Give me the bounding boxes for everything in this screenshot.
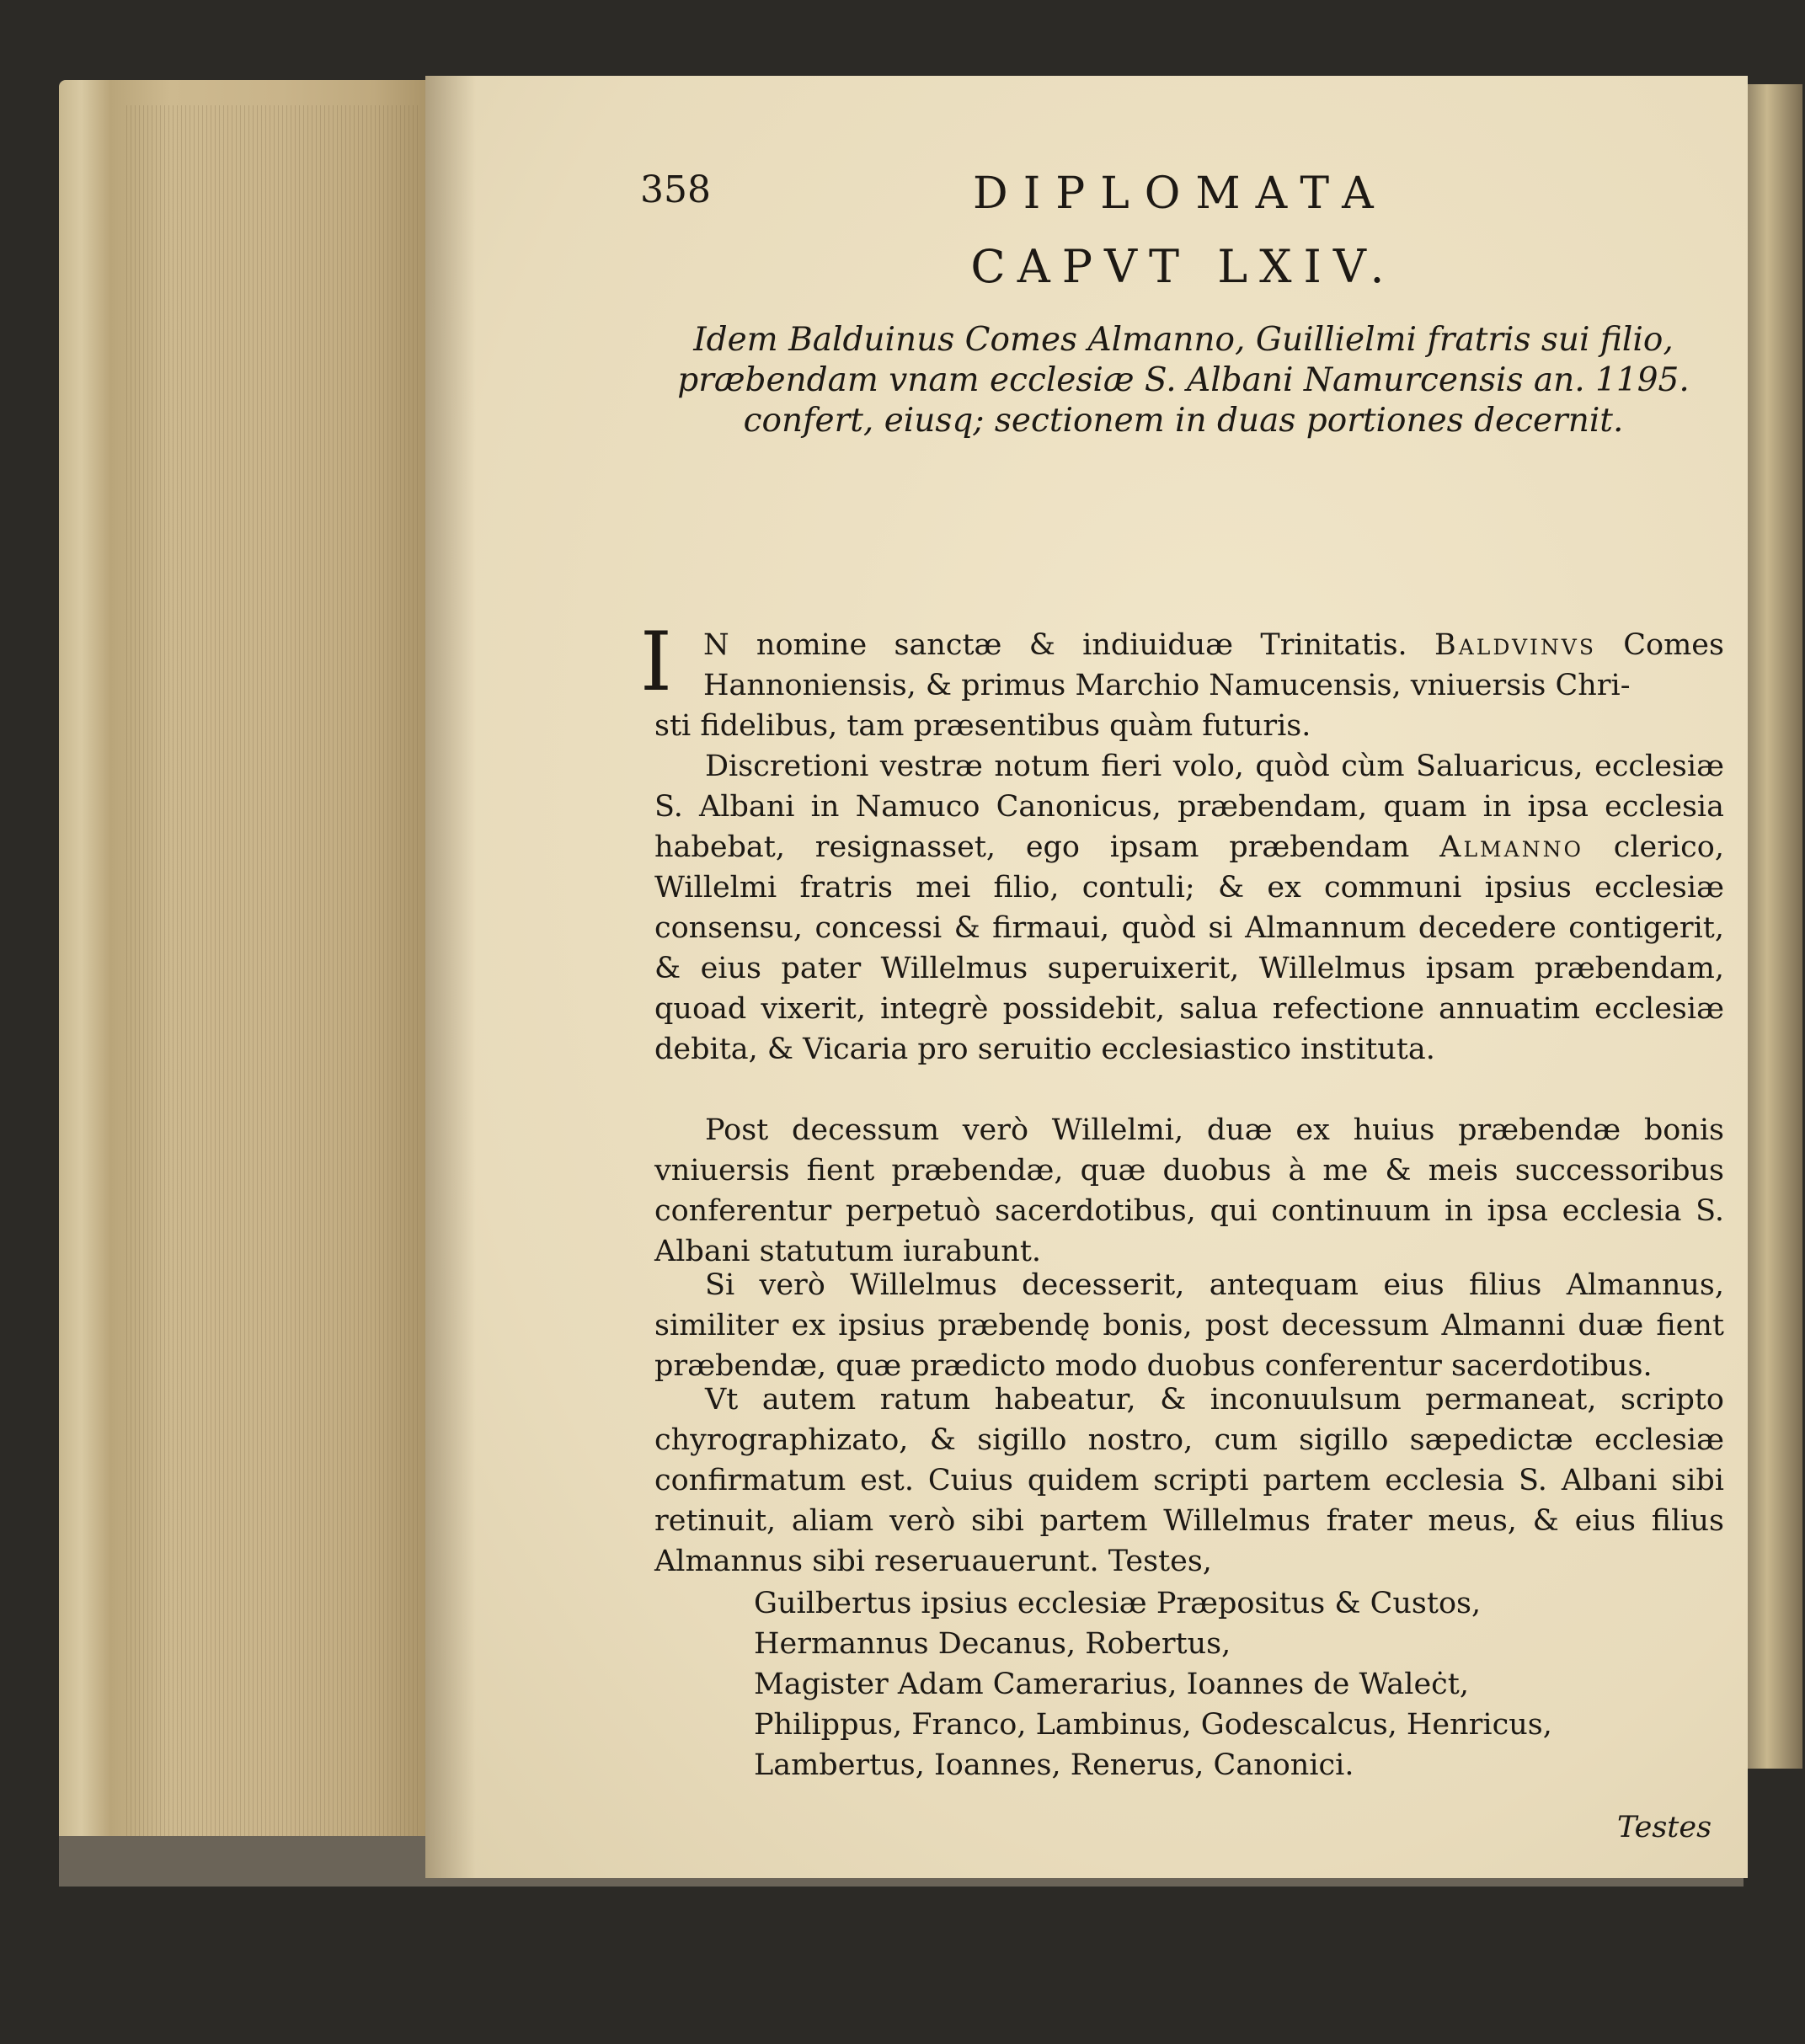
facing-page-edge xyxy=(1744,84,1802,1769)
witness-line: Hermannus Decanus, Robertus, xyxy=(754,1627,1231,1661)
name-almanno: Almanno xyxy=(1439,830,1583,864)
page-edge-lines xyxy=(126,105,421,1857)
paragraph-1-text-b: Comes Hannoniensis, & primus Marchio Namucensis, vniuersis Chri- xyxy=(703,628,1724,702)
paragraph-5: Vt autem ratum habeatur, & inconuulsum permaneat, scripto chyrographizato, & sigillo nostro, cum sigillo sæpedictæ ecclesiæ confirmatum est. Cuius quidem scripti partem ecclesia S. Albani sibi retinuit, aliam verò sibi partem Willelmus frater meus, & eius filius Almannus sibi reseruauerunt. Testes, xyxy=(654,1383,1724,1578)
paragraph-1-text-a: N nomine sanctæ & indiuiduæ Trinitatis. xyxy=(703,628,1407,662)
chapter-summary: Idem Balduinus Comes Almanno, Guillielmi fratris sui filio, præbendam vnam ecclesiæ S. Albani Namurcensis an. 1195. confert, eiusq; sectionem in duas portiones decernit. xyxy=(677,321,1690,440)
witness-line: Magister Adam Camerarius, Ioannes de Waleċt, xyxy=(754,1668,1469,1701)
page-number: 358 xyxy=(640,168,711,211)
book-page-edges xyxy=(59,80,430,1874)
gutter-shadow xyxy=(425,76,476,1878)
paragraph-4: Si verò Willelmus decesserit, antequam eius filius Almannus, similiter ex ipsius præbendę bonis, post decessum Almanni duæ fient præbendæ, quæ prædicto modo duobus conferentur sacerdotibus. xyxy=(654,1268,1724,1383)
witness-line: Lambertus, Ioannes, Renerus, Canonici. xyxy=(754,1748,1354,1782)
witness-list xyxy=(754,1583,1680,1785)
paragraph-1 xyxy=(703,625,1724,706)
name-baldvinvs: Baldvinvs xyxy=(1434,628,1596,662)
paragraph-2-text-a: Discretioni vestræ notum fieri volo, quòd cùm Saluaricus, ecclesiæ S. Albani in Namuco Canonicus, præbendam, quam in ipsa ecclesia habebat, resignasset, ego ipsam præbendam xyxy=(654,750,1724,864)
book-page xyxy=(425,76,1748,1878)
witness-line: Philippus, Franco, Lambinus, Godescalcus, Henricus, xyxy=(754,1708,1552,1742)
catchword: Testes xyxy=(1617,1811,1712,1844)
running-head xyxy=(640,168,1735,219)
paragraph-2 xyxy=(654,746,1724,1070)
running-title: DIPLOMATA xyxy=(973,168,1389,219)
paragraph-2-text-b: clerico, Willelmi fratris mei filio, contuli; & ex communi ipsius ecclesiæ consensu, concessi & firmaui, quòd si Almannum decedere contigerit, & eius pater Willelmus superuixerit, Willelmus ipsam præbendam, quoad vixerit, integrè possidebit, salua refectione annuatim ecclesiæ debita, & Vicaria pro seruitio ecclesiastico instituta. xyxy=(654,830,1724,1066)
drop-cap: I xyxy=(640,615,672,709)
paragraph-3: Post decessum verò Willelmi, duæ ex huius præbendæ bonis vniuersis fient præbendæ, quæ duobus à me & meis successoribus conferentur perpetuò sacerdotibus, qui continuum in ipsa ecclesia S. Albani statutum iurabunt. xyxy=(654,1113,1724,1268)
paragraph-1-tail: sti fidelibus, tam præsentibus quàm futuris. xyxy=(654,709,1311,743)
witness-line: Guilbertus ipsius ecclesiæ Præpositus & Custos, xyxy=(754,1587,1482,1620)
chapter-title: CAPVT LXIV. xyxy=(970,240,1396,293)
